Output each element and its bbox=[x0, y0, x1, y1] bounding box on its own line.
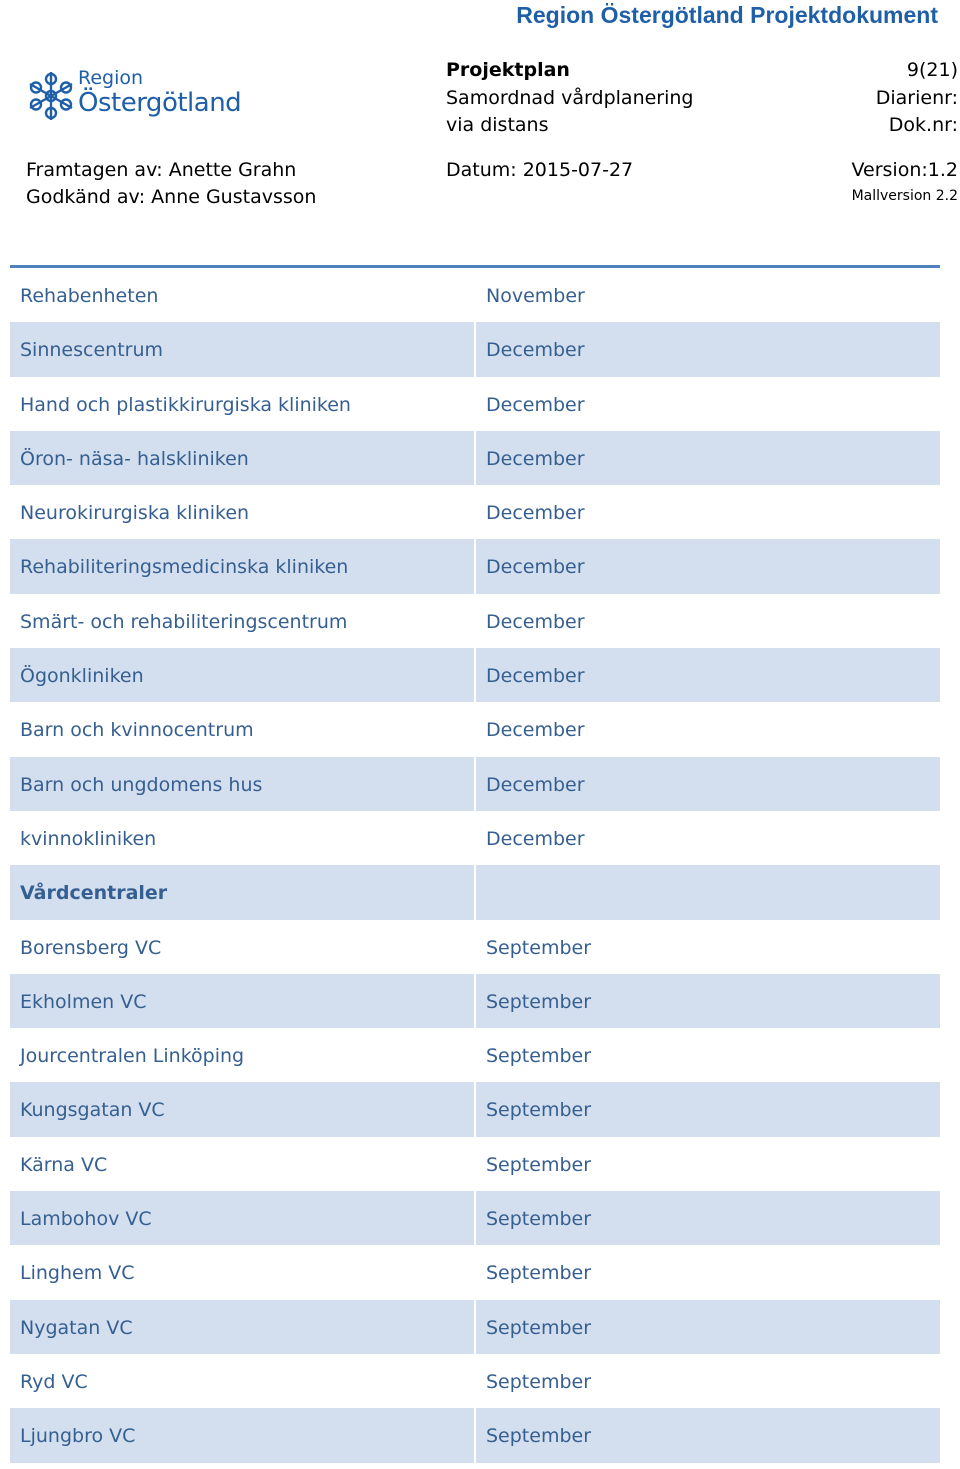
unit-name: Linghem VC bbox=[20, 1262, 135, 1285]
table-row bbox=[10, 811, 940, 865]
start-month: September bbox=[486, 1153, 592, 1176]
unit-name: Ögonkliniken bbox=[20, 665, 144, 688]
column-divider bbox=[474, 1245, 476, 1299]
column-divider bbox=[474, 377, 476, 431]
template-version: Mallversion 2.2 bbox=[851, 188, 958, 204]
table-row bbox=[10, 539, 940, 593]
column-divider bbox=[474, 1191, 476, 1245]
unit-name: Öron- näsa- halskliniken bbox=[20, 447, 249, 470]
start-month: December bbox=[486, 827, 585, 850]
unit-name: Ekholmen VC bbox=[20, 990, 147, 1013]
unit-name: Jourcentralen Linköping bbox=[20, 1045, 245, 1068]
start-month: December bbox=[486, 339, 585, 362]
start-month: December bbox=[486, 447, 585, 470]
unit-name: Barn och ungdomens hus bbox=[20, 773, 263, 796]
start-month: September bbox=[486, 1099, 592, 1122]
author: Framtagen av: Anette Grahn bbox=[26, 159, 297, 181]
table-row bbox=[10, 757, 940, 811]
unit-name: Smärt- och rehabiliteringscentrum bbox=[20, 610, 348, 633]
start-month: September bbox=[486, 1316, 592, 1339]
column-divider bbox=[474, 702, 476, 756]
logo-text-region: Region bbox=[78, 67, 144, 89]
unit-name: Kungsgatan VC bbox=[20, 1099, 165, 1122]
table-row bbox=[10, 485, 940, 539]
start-month: December bbox=[486, 393, 585, 416]
page-number: 9(21) bbox=[906, 59, 958, 81]
doknr-label: Dok.nr: bbox=[888, 114, 958, 136]
unit-name: Rehabiliteringsmedicinska kliniken bbox=[20, 556, 349, 579]
table-row bbox=[10, 920, 940, 974]
table-row bbox=[10, 702, 940, 756]
start-month: September bbox=[486, 990, 592, 1013]
start-month: September bbox=[486, 1425, 592, 1448]
column-divider bbox=[474, 974, 476, 1028]
table-row bbox=[10, 1408, 940, 1462]
column-divider bbox=[474, 1137, 476, 1191]
table-row bbox=[10, 1300, 940, 1354]
table-row bbox=[10, 1245, 940, 1299]
document-title: Region Östergötland Projektdokument bbox=[516, 2, 938, 28]
table-row bbox=[10, 648, 940, 702]
column-divider bbox=[474, 920, 476, 974]
unit-name: Vårdcentraler bbox=[20, 882, 168, 905]
column-divider bbox=[474, 865, 476, 919]
start-month: December bbox=[486, 773, 585, 796]
table-row bbox=[10, 1191, 940, 1245]
table-row bbox=[10, 974, 940, 1028]
start-month: September bbox=[486, 1262, 592, 1285]
approver: Godkänd av: Anne Gustavsson bbox=[26, 186, 317, 208]
snowflake-icon bbox=[26, 70, 76, 122]
start-month: September bbox=[486, 1208, 592, 1231]
column-divider bbox=[474, 1354, 476, 1408]
column-divider bbox=[474, 1300, 476, 1354]
diarienr-label: Diarienr: bbox=[875, 87, 958, 109]
table-section-heading bbox=[10, 865, 940, 919]
region-logo bbox=[26, 67, 242, 124]
unit-name: Ryd VC bbox=[20, 1370, 88, 1393]
start-month: December bbox=[486, 719, 585, 742]
table-row bbox=[10, 594, 940, 648]
start-month: September bbox=[486, 1045, 592, 1068]
date: Datum: 2015-07-27 bbox=[446, 159, 634, 181]
unit-name: Lambohov VC bbox=[20, 1208, 152, 1231]
unit-name: Barn och kvinnocentrum bbox=[20, 719, 254, 742]
column-divider bbox=[474, 1082, 476, 1136]
doc-type: Projektplan bbox=[446, 59, 570, 81]
column-divider bbox=[474, 1028, 476, 1082]
column-divider bbox=[474, 811, 476, 865]
column-divider bbox=[474, 431, 476, 485]
unit-name: Ljungbro VC bbox=[20, 1425, 136, 1448]
column-divider bbox=[474, 322, 476, 376]
start-month: December bbox=[486, 665, 585, 688]
unit-name: Rehabenheten bbox=[20, 285, 159, 307]
unit-name: Nygatan VC bbox=[20, 1316, 133, 1339]
doc-subtitle-1: Samordnad vårdplanering bbox=[446, 87, 694, 109]
column-divider bbox=[474, 1408, 476, 1462]
start-month: December bbox=[486, 610, 585, 633]
start-month: November bbox=[486, 285, 585, 307]
logo-text-name: Östergötland bbox=[78, 88, 242, 118]
column-divider bbox=[474, 648, 476, 702]
unit-name: Neurokirurgiska kliniken bbox=[20, 502, 250, 525]
version: Version:1.2 bbox=[851, 159, 958, 181]
unit-name: Hand och plastikkirurgiska kliniken bbox=[20, 393, 351, 416]
doc-subtitle-2: via distans bbox=[446, 114, 549, 136]
unit-name: kvinnokliniken bbox=[20, 827, 157, 850]
start-month: December bbox=[486, 556, 585, 579]
table-row bbox=[10, 268, 940, 322]
table-row bbox=[10, 1137, 940, 1191]
column-divider bbox=[474, 594, 476, 648]
unit-name: Borensberg VC bbox=[20, 936, 162, 959]
column-divider bbox=[474, 485, 476, 539]
table-row bbox=[10, 1082, 940, 1136]
table-row bbox=[10, 431, 940, 485]
start-month: September bbox=[486, 1370, 592, 1393]
table-row bbox=[10, 377, 940, 431]
column-divider bbox=[474, 539, 476, 593]
column-divider bbox=[474, 268, 476, 322]
schedule-table bbox=[10, 265, 940, 1463]
start-month: September bbox=[486, 936, 592, 959]
table-row bbox=[10, 1354, 940, 1408]
start-month: December bbox=[486, 502, 585, 525]
column-divider bbox=[474, 757, 476, 811]
unit-name: Kärna VC bbox=[20, 1153, 108, 1176]
unit-name: Sinnescentrum bbox=[20, 339, 164, 362]
table-row bbox=[10, 1028, 940, 1082]
table-row bbox=[10, 322, 940, 376]
